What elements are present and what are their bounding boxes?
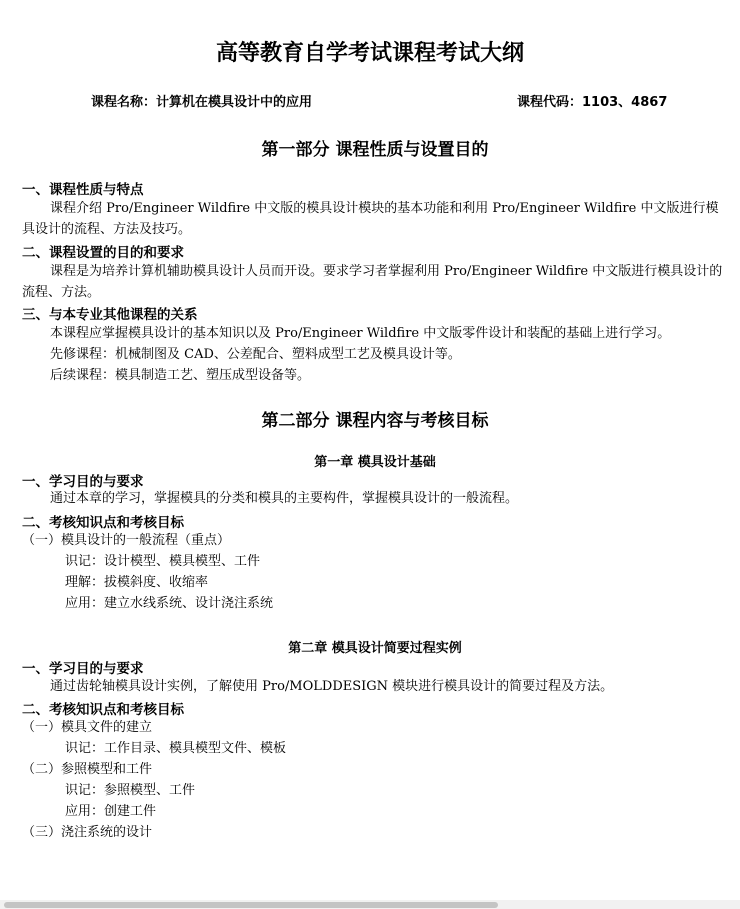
section-heading: 一、课程性质与特点: [22, 182, 144, 198]
section-heading: 二、考核知识点和考核目标: [22, 702, 184, 718]
list-item: 识记：参照模型、工件: [65, 783, 196, 798]
list-item: 识记：工作目录、模具模型文件、模板: [65, 741, 287, 756]
section-text: 先修课程：机械制图及 CAD、公差配合、塑料成型工艺及模具设计等。: [50, 347, 461, 362]
section-text: 课程是为培养计算机辅助模具设计人员而开设。要求学习者掌握利用 Pro/Engineer Wildfire 中文版进行模具设计的流程、方法。: [22, 264, 723, 300]
section-heading: 三、与本专业其他课程的关系: [22, 307, 198, 323]
chapter-title: 第二章 模具设计简要过程实例: [288, 641, 462, 656]
list-item: 应用：建立水线系统、设计浇注系统: [65, 596, 274, 611]
section-heading: 二、课程设置的目的和要求: [22, 245, 184, 261]
section-heading: 一、学习目的与要求: [22, 661, 144, 677]
scrollbar-thumb[interactable]: [4, 902, 498, 908]
horizontal-scrollbar[interactable]: [0, 900, 740, 909]
list-item: 识记：设计模型、模具模型、工件: [65, 554, 261, 569]
document-title: 高等教育自学考试课程考试大纲: [215, 41, 524, 66]
part-two-title: 第二部分 课程内容与考核目标: [261, 411, 489, 431]
part-one-title: 第一部分 课程性质与设置目的: [261, 140, 489, 160]
subsection-heading: （一）模具设计的一般流程（重点）: [22, 533, 231, 548]
section-text: 通过本章的学习，掌握模具的分类和模具的主要构件，掌握模具设计的一般流程。: [50, 491, 519, 506]
section-text: 后续课程：模具制造工艺、塑压成型设备等。: [50, 368, 311, 383]
section-text: 课程介绍 Pro/Engineer Wildfire 中文版的模具设计模块的基本功能和利用 Pro/Engineer Wildfire 中文版进行模具设计的流程、方法及技巧。: [22, 201, 719, 237]
course-code: 课程代码：1103、4867: [517, 95, 668, 110]
section-heading: 二、考核知识点和考核目标: [22, 515, 184, 531]
subsection-heading: （二）参照模型和工件: [22, 762, 153, 777]
section-heading: 一、学习目的与要求: [22, 474, 144, 490]
course-name: 课程名称：计算机在模具设计中的应用: [91, 95, 313, 110]
list-item: 应用：创建工件: [65, 804, 157, 819]
list-item: 理解：拔模斜度、收缩率: [65, 575, 209, 590]
section-text: 本课程应掌握模具设计的基本知识以及 Pro/Engineer Wildfire 中文版零件设计和装配的基础上进行学习。: [50, 326, 671, 341]
chapter-title: 第一章 模具设计基础: [314, 455, 436, 470]
section-text: 通过齿轮轴模具设计实例，了解使用 Pro/MOLDDESIGN 模块进行模具设计的简要过程及方法。: [50, 679, 614, 694]
subsection-heading: （三）浇注系统的设计: [22, 825, 153, 840]
subsection-heading: （一）模具文件的建立: [22, 720, 153, 735]
